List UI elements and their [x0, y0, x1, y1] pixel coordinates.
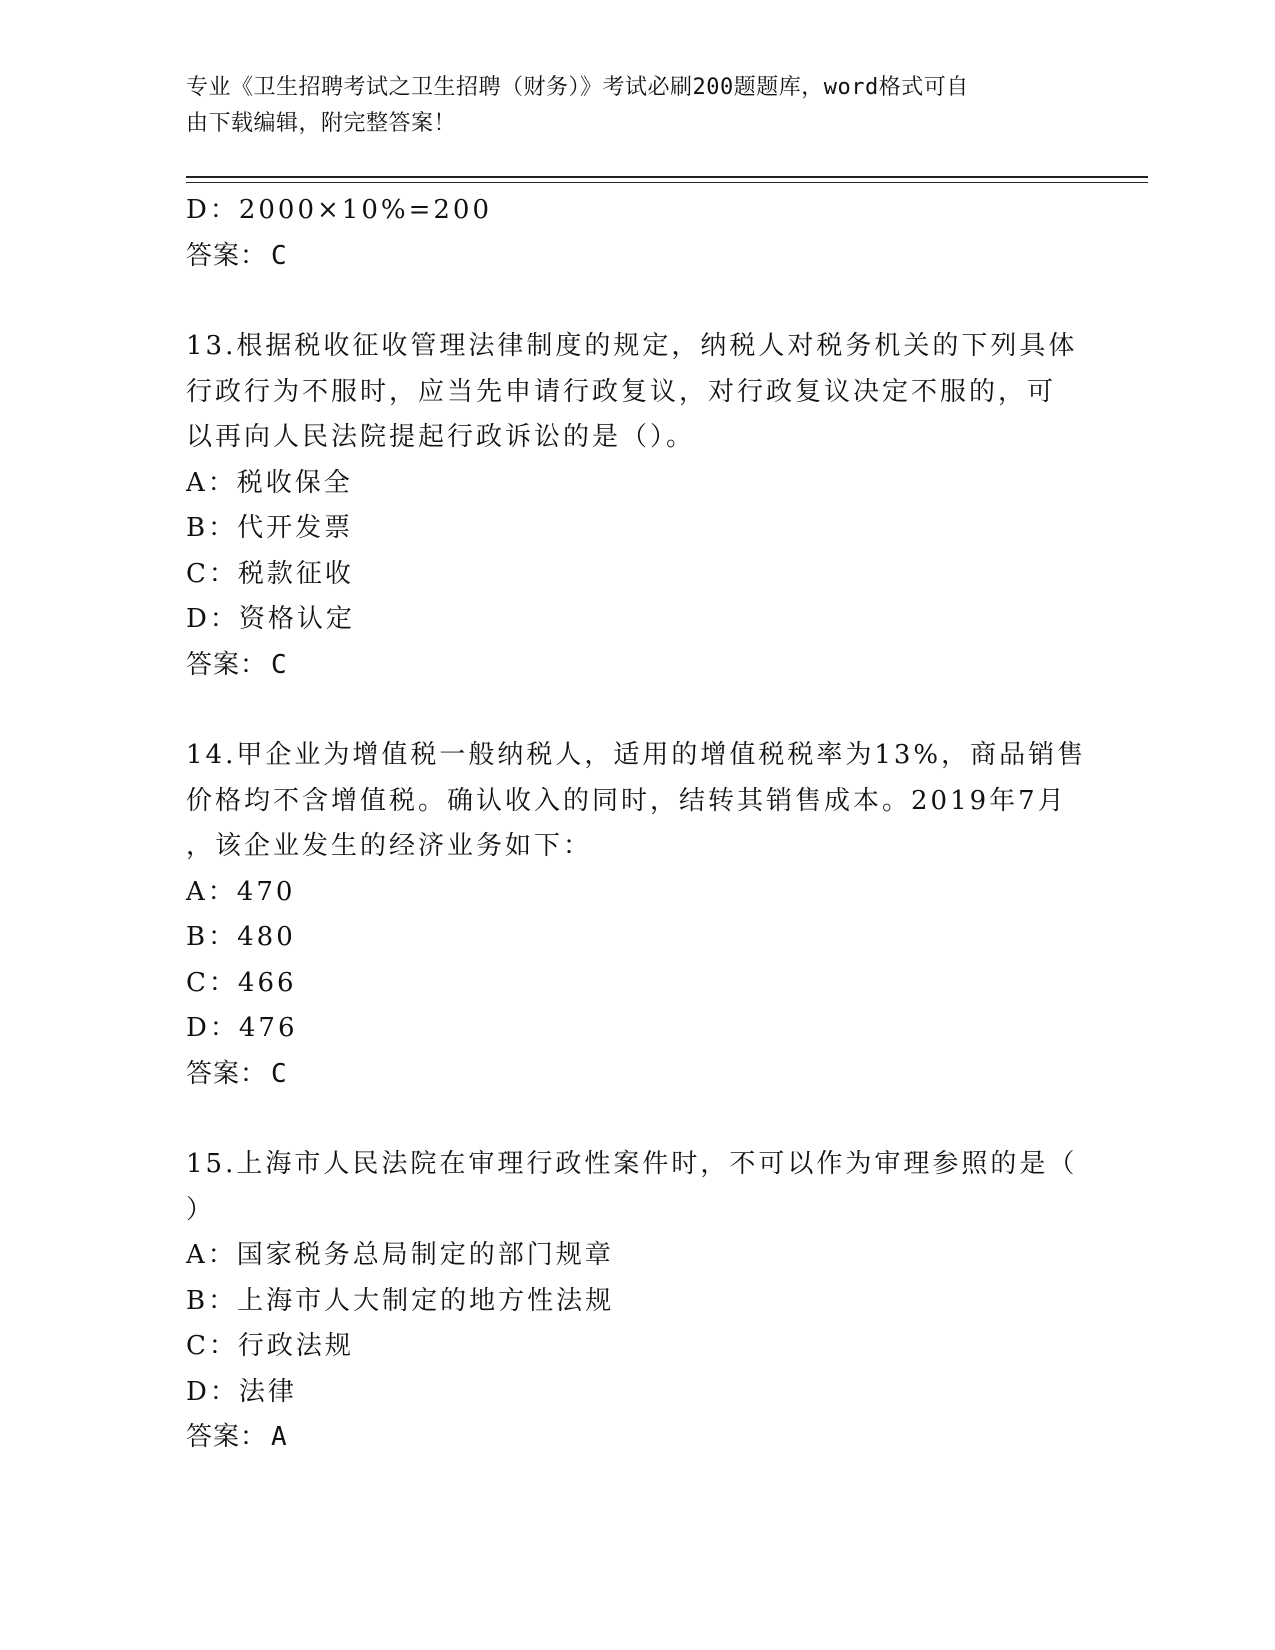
question-13: [186, 324, 1078, 688]
question-answer: [186, 643, 1066, 689]
header-divider-thin: [186, 182, 1148, 183]
option-key: D：: [186, 1376, 239, 1407]
option-key: C：: [186, 1331, 238, 1361]
option-text: 税款征收: [237, 558, 354, 589]
option-text: 代开发票: [237, 513, 354, 543]
option-key: B：: [186, 513, 238, 543]
spacer: [186, 688, 1066, 733]
option-c: [186, 961, 1066, 1007]
header-line-1: 专业《卫生招聘考试之卫生招聘（财务）》考试必刷200题题库，word格式可自: [186, 75, 969, 100]
option-text: 国家税务总局制定的部门规章: [236, 1240, 614, 1270]
question-stem-line: 行政行为不服时，应当先申请行政复议，对行政复议决定不服的，可: [186, 376, 1057, 407]
option-key: B：: [186, 922, 238, 952]
option-text: 上海市人大制定的地方性法规: [237, 1285, 615, 1316]
question-stem-line: 13.根据税收征收管理法律制度的规定，纳税人对税务机关的下列具体: [186, 331, 1078, 361]
option-a: [186, 870, 1066, 916]
option-key: D：: [186, 1013, 239, 1043]
answer-value: C: [271, 649, 288, 680]
document-header: [186, 70, 1066, 142]
header-divider-thick: [186, 176, 1148, 178]
question-stem-line: 14.甲企业为增值税一般纳税人，适用的增值税税率为13%，商品销售: [186, 740, 1087, 770]
option-d: [186, 1370, 1066, 1416]
spacer: [186, 1097, 1066, 1142]
option-c: [186, 552, 1066, 598]
question-stem-line: 价格均不含增值税。确认收入的同时，结转其销售成本。2019年7月: [186, 785, 1067, 816]
option-a: [186, 1233, 1066, 1279]
option-text: 466: [237, 967, 297, 998]
answer-value: A: [271, 1422, 288, 1452]
question-answer: [186, 1415, 1066, 1461]
question-14: [186, 733, 1087, 1097]
option-key: D：: [186, 604, 239, 634]
answer-label: 答案：: [186, 649, 268, 680]
answer-label: 答案：: [186, 1422, 268, 1452]
question-stem-line: ，该企业发生的经济业务如下：: [186, 831, 593, 861]
option-text: 476: [238, 1013, 298, 1043]
answer-value: C: [271, 1058, 288, 1089]
option-text: 行政法规: [237, 1331, 354, 1361]
question-stem-line: 15.上海市人民法院在审理行政性案件时，不可以作为审理参照的是（: [186, 1149, 1078, 1179]
option-d: [186, 597, 1066, 643]
carryover-option-d: D：2000×10%=200: [186, 195, 492, 225]
option-b: [186, 1279, 1066, 1325]
option-a: [186, 461, 1066, 507]
option-c: [186, 1324, 1066, 1370]
answer-label: 答案：: [186, 1058, 268, 1089]
option-text: 470: [236, 876, 296, 907]
carryover-answer: [186, 234, 1066, 280]
question-15: [186, 1142, 1078, 1461]
spacer: [186, 279, 1066, 324]
option-text: 480: [237, 922, 296, 952]
header-line-2: 由下载编辑，附完整答案！: [186, 111, 457, 136]
answer-value: C: [271, 240, 288, 271]
option-key: C：: [186, 558, 238, 589]
option-b: [186, 915, 1066, 961]
question-stem-line: ）: [186, 1194, 216, 1225]
option-key: A：: [186, 1240, 237, 1270]
option-key: C：: [186, 967, 238, 998]
option-d: [186, 1006, 1066, 1052]
option-text: 税收保全: [236, 467, 353, 498]
option-key: B：: [186, 1285, 238, 1316]
option-key: A：: [186, 876, 237, 907]
question-answer: [186, 1052, 1066, 1098]
question-stem-line: 以再向人民法院提起行政诉讼的是（）。: [186, 422, 696, 452]
answer-label: 答案：: [186, 240, 268, 271]
document-body: [186, 188, 1087, 1461]
option-text: 法律: [238, 1376, 297, 1407]
option-key: A：: [186, 467, 237, 498]
option-b: [186, 506, 1066, 552]
option-text: 资格认定: [238, 604, 355, 634]
